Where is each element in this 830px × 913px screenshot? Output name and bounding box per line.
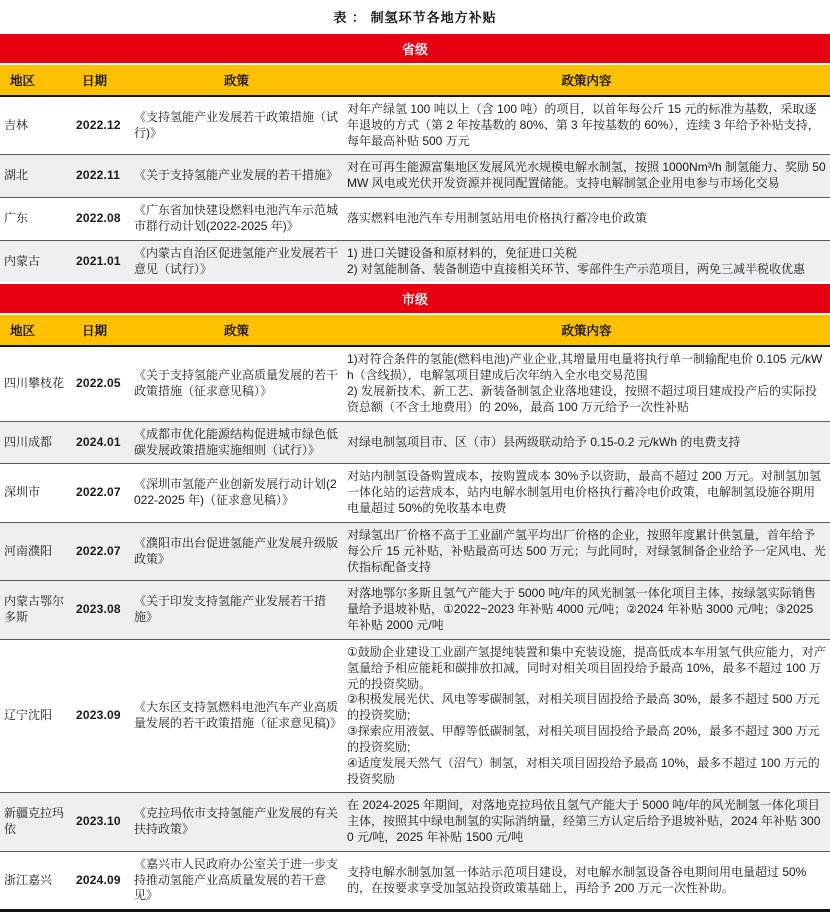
region-cell: 新疆克拉玛依 bbox=[0, 793, 72, 851]
policy-content-paragraph: 2) 发展新技术、新工艺、新装备制氢企业落地建设，按照不超过项目建成投产后的实际投资总额（不含土地费用）的 20%，最高 100 万元给予一次性补贴 bbox=[347, 384, 818, 414]
table-row bbox=[0, 96, 830, 155]
date-cell: 2022.12 bbox=[72, 96, 130, 155]
policy-content-paragraph: ④适度发展天然气（沼气）制氢，对相关项目固投给予最高 10%，最多不超过 100 万元的投资奖励 bbox=[347, 755, 820, 786]
subsidy-table-body bbox=[0, 33, 830, 911]
policy-content-paragraph: 2) 对氢能制备、装备制造中直接相关环节、零部件生产示范项目，两免三减半税收优惠 bbox=[347, 261, 806, 276]
policy-content-paragraph: 1) 进口关键设备和原材料的，免征进口关税 bbox=[347, 245, 578, 260]
column-header-3: 政策内容 bbox=[343, 64, 830, 96]
column-header-1: 日期 bbox=[72, 64, 130, 96]
column-header-0: 地区 bbox=[0, 64, 72, 96]
column-header-1: 日期 bbox=[72, 314, 130, 346]
policy-content-paragraph: 对绿氢出厂价格不高于工业副产氢平均出厂价格的企业，按照年度累计供氢量，首年给予每公斤 15 元补贴，补贴最高可达 500 万元；与此同时，对绿氢制备企业给予一定风电、光伏指标配备支持 bbox=[347, 527, 826, 574]
policy-content-paragraph: 1)对符合条件的氢能(燃料电池)产业企业,其增量用电量将执行单一制输配电价 0.105 元/kWh（含线损），电解氢项目建成后次年纳入全水电交易范围 bbox=[347, 352, 823, 383]
region-cell: 四川攀枝花 bbox=[0, 346, 72, 421]
date-cell: 2024.01 bbox=[72, 421, 130, 464]
table-row bbox=[0, 421, 830, 464]
policy-content-cell bbox=[343, 639, 830, 792]
policy-content-paragraph: ②积极发展光伏、风电等零碳制氢，对相关项目固投给予最高 30%，最多不超过 500 万元的投资奖励; bbox=[347, 692, 820, 723]
date-cell: 2022.05 bbox=[72, 346, 130, 421]
section-band-row bbox=[0, 283, 830, 314]
policy-content-cell bbox=[343, 581, 830, 639]
policy-cell: 《关于印发支持氢能产业发展若干措施》 bbox=[130, 581, 343, 639]
policy-content-cell bbox=[343, 155, 830, 198]
region-cell: 四川成都 bbox=[0, 421, 72, 464]
column-header-0: 地区 bbox=[0, 314, 72, 346]
date-cell: 2023.09 bbox=[72, 639, 130, 792]
table-title: 表 ： 制氢环节各地方补贴 bbox=[333, 10, 497, 25]
policy-cell: 《关于支持氢能产业发展的若干措施》 bbox=[130, 155, 343, 198]
policy-content-cell bbox=[343, 96, 830, 155]
policy-content-paragraph: 在 2024-2025 年期间，对落地克拉玛依且氢气产能大于 5000 吨/年的风光制氢一体化项目主体，按照其中绿电制氢的实际消纳量，经第三方认定后给予退坡补贴，2024 年补贴 3000 元/吨，2025 年补贴 1500 元/吨 bbox=[347, 798, 821, 844]
policy-cell: 《广东省加快建设燃料电池汽车示范城市群行动计划(2022-2025 年)》 bbox=[130, 198, 343, 241]
table-row bbox=[0, 346, 830, 421]
policy-content-cell bbox=[343, 522, 830, 580]
table-row bbox=[0, 240, 830, 283]
policy-content-cell bbox=[343, 851, 830, 910]
column-header-2: 政策 bbox=[130, 314, 343, 346]
table-row bbox=[0, 198, 830, 241]
policy-content-cell bbox=[343, 793, 830, 851]
subsidy-table bbox=[0, 32, 830, 912]
policy-cell: 《成都市优化能源结构促进城市绿色低碳发展政策措施实施细则（试行）》 bbox=[130, 421, 343, 464]
policy-cell: 《大东区支持氢燃料电池汽车产业高质量发展的若干政策措施（征求意见稿)》 bbox=[130, 639, 343, 792]
region-cell: 吉林 bbox=[0, 96, 72, 155]
region-cell: 内蒙古 bbox=[0, 240, 72, 283]
policy-cell: 《克拉玛依市支持氢能产业发展的有关扶持政策》 bbox=[130, 793, 343, 851]
region-cell: 广东 bbox=[0, 198, 72, 241]
date-cell: 2022.11 bbox=[72, 155, 130, 198]
policy-cell: 《关于支持氢能产业高质量发展的若干政策措施（征求意见稿）》 bbox=[130, 346, 343, 421]
policy-content-paragraph: 对在可再生能源富集地区发展风光水规模电解水制氢，按照 1000Nm³/h 制氢能力、奖励 50MW 风电或光伏开发资源并视同配置储能。支持电解制氢企业用电参与市场化交易 bbox=[347, 160, 826, 191]
table-row bbox=[0, 851, 830, 910]
region-cell: 内蒙古鄂尔多斯 bbox=[0, 581, 72, 639]
policy-cell: 《嘉兴市人民政府办公室关于进一步支持推动氢能产业高质量发展的若干意见》 bbox=[130, 851, 343, 910]
section-header: 市级 bbox=[0, 283, 830, 314]
policy-cell: 《深圳市氢能产业创新发展行动计划(2022-2025 年)（征求意见稿）》 bbox=[130, 464, 343, 522]
policy-content-paragraph: 落实燃料电池汽车专用制氢站用电价格执行蓄冷电价政策 bbox=[347, 211, 648, 226]
policy-content-paragraph: ①鼓励企业建设工业副产氢提纯装置和集中充装设施，提高低成本车用氢气供应能力，对产氢量给予相应能耗和碳排放扣减，同时对相关项目固投给予最高 10%，最多不超过 100 万元的投资奖励。 bbox=[347, 644, 826, 691]
region-cell: 深圳市 bbox=[0, 464, 72, 522]
policy-cell: 《支持氢能产业发展若干政策措施（试行)》 bbox=[130, 96, 343, 155]
region-cell: 辽宁沈阳 bbox=[0, 639, 72, 792]
date-cell: 2023.08 bbox=[72, 581, 130, 639]
date-cell: 2024.09 bbox=[72, 851, 130, 910]
date-cell: 2022.07 bbox=[72, 464, 130, 522]
policy-content-cell bbox=[343, 464, 830, 522]
table-row bbox=[0, 155, 830, 198]
date-cell: 2023.10 bbox=[72, 793, 130, 851]
policy-content-cell bbox=[343, 346, 830, 421]
column-header-row bbox=[0, 64, 830, 96]
policy-content-paragraph: 对绿电制氢项目市、区（市）县两级联动给予 0.15-0.2 元/kWh 的电费支持 bbox=[347, 434, 741, 449]
table-row bbox=[0, 464, 830, 522]
column-header-2: 政策 bbox=[130, 64, 343, 96]
policy-content-cell bbox=[343, 198, 830, 241]
policy-content-paragraph: ③探索应用液氨、甲醇等低碳制氢，对相关项目固投给予最高 20%，最多不超过 300 万元的投资奖励; bbox=[347, 724, 820, 754]
policy-content-cell bbox=[343, 421, 830, 464]
date-cell: 2021.01 bbox=[72, 240, 130, 283]
policy-cell: 《内蒙古自治区促进氢能产业发展若干意见（试行）》 bbox=[130, 240, 343, 283]
policy-content-cell bbox=[343, 240, 830, 283]
region-cell: 河南濮阳 bbox=[0, 522, 72, 580]
section-header: 省级 bbox=[0, 33, 830, 64]
policy-content-paragraph: 支持电解水制氢加氢一体站示范项目建设，对电解水制氢设备谷电期间用电量超过 50%的，在按要求享受加氢站投资政策基础上，再给予 200 万元一次性补助。 bbox=[347, 864, 807, 895]
policy-content-paragraph: 对站内制氢设备购置成本，按购置成本 30%予以资助，最高不超过 200 万元。对制氢加氢一体化站的运营成本，站内电解水制氢用电价格执行蓄冷电价政策，电解制氢设施谷期用电量超过 50%的免收基本电费 bbox=[347, 469, 822, 516]
region-cell: 浙江嘉兴 bbox=[0, 851, 72, 910]
policy-content-paragraph: 对落地鄂尔多斯且氢气产能大于 5000 吨/年的风光制氢一体化项目主体，按绿氢实际销售量给予退坡补贴，①2022~2023 年补贴 4000 元/吨；②2024 年补贴 3000 元/吨；③2025 年补贴 2000 元/吨 bbox=[347, 586, 816, 633]
section-band-row bbox=[0, 33, 830, 64]
table-row bbox=[0, 522, 830, 580]
policy-content-paragraph: 对年产绿氢 100 吨以上（含 100 吨）的项目，以首年每公斤 15 元的标准为基数，采取逐年退坡的方式（第 2 年按基数的 80%、第 3 年按基数的 60%），连续 3 年给予补贴支持，每年最高补贴 500 万元 bbox=[347, 102, 820, 148]
date-cell: 2022.07 bbox=[72, 522, 130, 580]
policy-cell: 《濮阳市出台促进氢能产业发展升级版政策》 bbox=[130, 522, 343, 580]
date-cell: 2022.08 bbox=[72, 198, 130, 241]
table-row bbox=[0, 793, 830, 851]
table-row bbox=[0, 581, 830, 639]
column-header-row bbox=[0, 314, 830, 346]
table-row bbox=[0, 639, 830, 792]
column-header-3: 政策内容 bbox=[343, 314, 830, 346]
region-cell: 湖北 bbox=[0, 155, 72, 198]
